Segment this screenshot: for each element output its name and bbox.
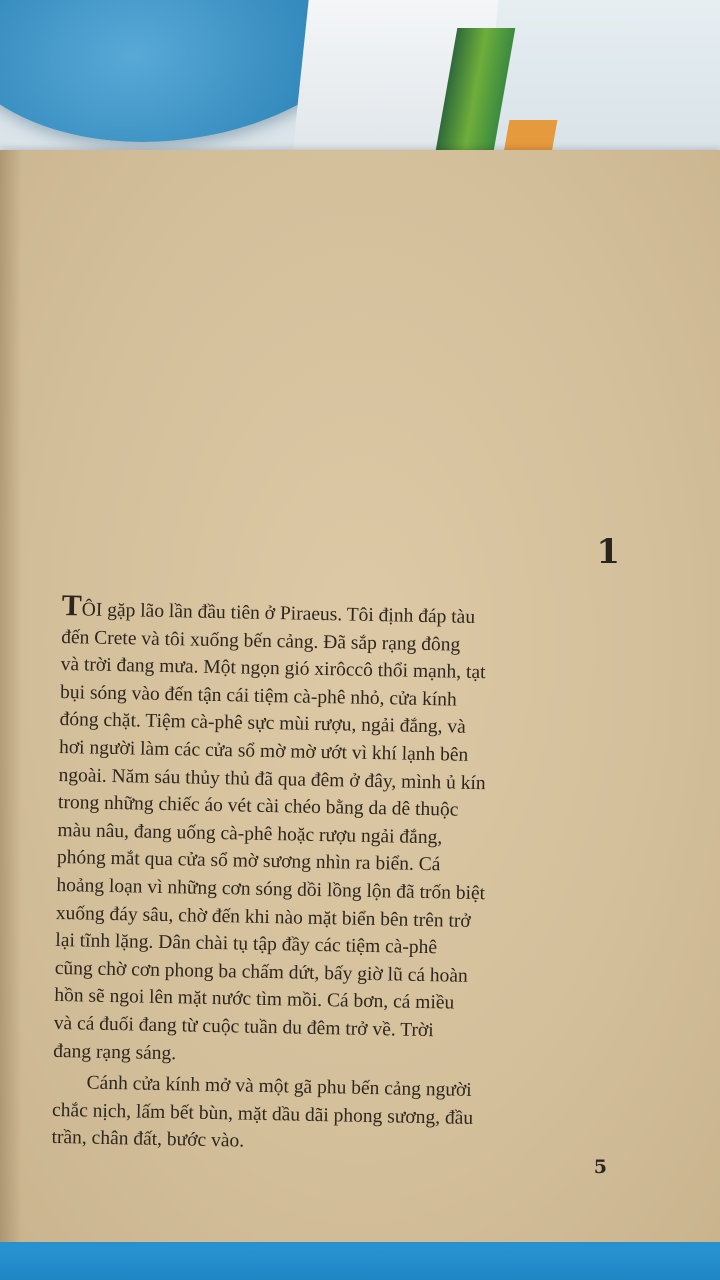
text-line: trong những chiếc áo vét cài chéo bằng da dê thuộc — [57, 792, 459, 821]
page-gutter-shadow — [0, 150, 22, 1242]
text-line: và trời đang mưa. Một ngọn gió xirôccô thổi mạnh, tạt — [60, 654, 486, 684]
text-line: phóng mắt qua cửa sổ mờ sương nhìn ra biển. Cá — [56, 847, 441, 876]
text-line: ngoài. Năm sáu thủy thủ đã qua đêm ở đây, mình ủ kín — [58, 764, 486, 794]
text-line: chắc nịch, lấm bết bùn, mặt dầu dãi phong sương, đầu — [51, 1099, 474, 1129]
text-line: cũng chờ cơn phong ba chấm dứt, bấy giờ lũ cá hoàn — [54, 957, 468, 987]
paragraph-1 — [53, 589, 622, 1076]
text-line: hồn sẽ ngoi lên mặt nước tìm mồi. Cá bơn, cá miều — [54, 985, 455, 1014]
text-line: bụi sóng vào đến tận cái tiệm cà-phê nhỏ, cửa kính — [59, 681, 457, 711]
chapter-number: 1 — [596, 532, 620, 572]
text-line: TÔI gặp lão lần đầu tiên ở Piraeus. Tôi định đáp tàu — [61, 589, 476, 628]
paragraph-2 — [51, 1069, 612, 1163]
text-line: trần, chân đất, bước vào. — [51, 1127, 245, 1152]
page-number: 5 — [593, 1156, 607, 1178]
text-line: đóng chặt. Tiệm cà-phê sực mùi rượu, ngải đắng, và — [59, 709, 466, 739]
text-line: xuống đáy sâu, chờ đến khi nào mặt biển bên trên trở — [55, 902, 471, 932]
text-line: Cánh cửa kính mở và một gã phu bến cảng người — [86, 1072, 472, 1102]
drop-cap: T — [61, 589, 83, 623]
text-line: đang rạng sáng. — [53, 1040, 177, 1064]
text-line: và cá đuối đang từ cuộc tuần du đêm trở về. Trời — [53, 1012, 434, 1042]
text-line: đến Crete và tôi xuống bến cảng. Đã sắp rạng đông — [61, 626, 461, 656]
text-line: hoảng loạn vì những cơn sóng dồi lồng lộn đã trốn biệt — [56, 874, 486, 905]
text-line: màu nâu, đang uống cà-phê hoặc rượu ngải đắng, — [57, 819, 443, 849]
text-line: hơi người làm các cửa sổ mờ mờ ướt vì khí lạnh bên — [58, 736, 469, 766]
text-line: lại tĩnh lặng. Dân chài tụ tập đầy các tiệm cà-phê — [55, 930, 438, 959]
chapter-text — [51, 589, 622, 1163]
